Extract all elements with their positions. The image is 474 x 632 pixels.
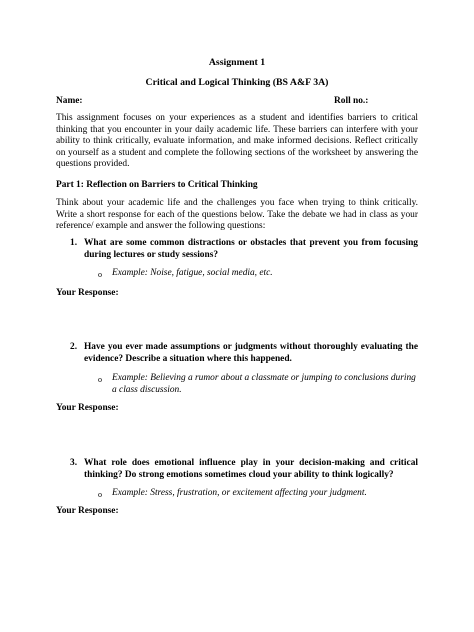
question-example: Example: Noise, fatigue, social media, etc. (112, 268, 273, 278)
part1-heading: Part 1: Reflection on Barriers to Critical Thinking (56, 180, 258, 190)
course-title: Critical and Logical Thinking (BS A&F 3A) (145, 77, 329, 88)
intro-paragraph: This assignment focuses on your experiences as a student and identifies barriers to critical thinking that you encounter in your daily academic life. These barriers can interfere with your ability to think critically, evaluate information, and make informed decisions. Reflect critically on yourself as a student and complete the following sections of the worksheet by answering the questions provided. (56, 113, 418, 170)
bullet-icon: o (98, 490, 102, 499)
name-label: Name: (56, 96, 83, 106)
roll-number-label: Roll no.: (334, 96, 369, 106)
question-example: Example: Believing a rumor about a classmate or jumping to conclusions during a class discussion. (112, 373, 416, 395)
question-number: 1. (70, 238, 78, 248)
question-number: 2. (70, 342, 78, 352)
part1-instructions: Think about your academic life and the challenges you face when trying to think critically. Write a short response for each of the questions below. Take the debate we had in class as your reference/ example and answer the following questions: (56, 198, 418, 232)
assignment-title: Assignment 1 (208, 57, 266, 68)
question-text: Have you ever made assumptions or judgments without thoroughly evaluating the evidence? Describe a situation where this happened. (84, 342, 418, 364)
response-label: Your Response: (56, 506, 119, 516)
response-label: Your Response: (56, 403, 119, 413)
question-example: Example: Stress, frustration, or excitement affecting your judgment. (112, 488, 367, 498)
response-label: Your Response: (56, 288, 119, 298)
bullet-icon: o (98, 270, 102, 279)
question-text: What are some common distractions or obstacles that prevent you from focusing during lectures or study sessions? (84, 238, 418, 260)
question-text: What role does emotional influence play in your decision-making and critical thinking? Do strong emotions sometimes cloud your ability to think logically? (84, 458, 418, 480)
bullet-icon: o (98, 375, 102, 384)
question-number: 3. (70, 458, 78, 468)
